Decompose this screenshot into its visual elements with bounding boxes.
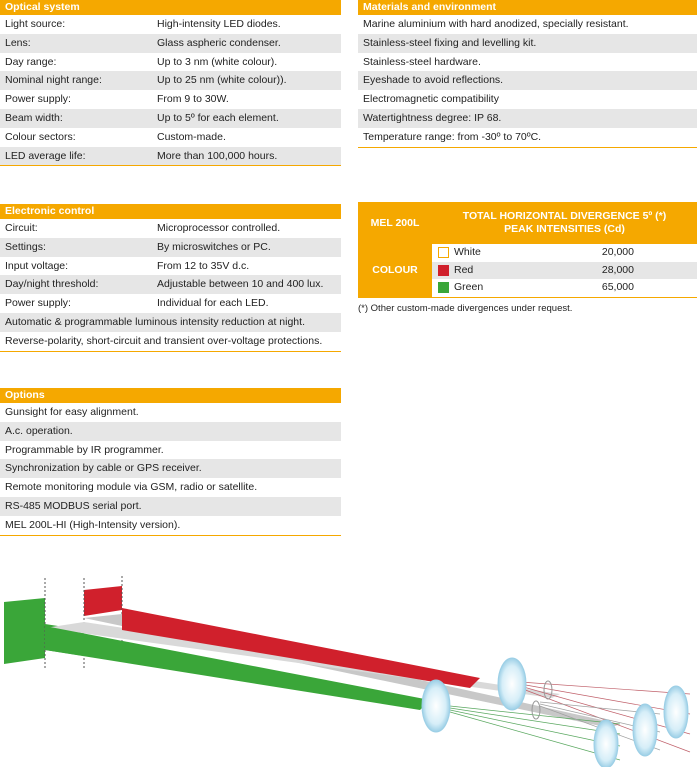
optical-system-header: Optical system [0, 0, 341, 15]
spec-text: Automatic & programmable luminous intensity reduction at night. [5, 315, 305, 328]
table-row [358, 15, 697, 34]
options-header: Options [0, 388, 341, 403]
electronic-control-table [0, 204, 341, 352]
spec-key: Input voltage: [5, 259, 69, 272]
spec-text: Programmable by IR programmer. [5, 443, 164, 456]
spec-text: Gunsight for easy alignment. [5, 406, 139, 418]
table-row [358, 34, 697, 53]
spec-text: Synchronization by cable or GPS receiver. [5, 462, 202, 475]
spec-value: Adjustable between 10 and 400 lux. [157, 278, 324, 291]
spec-value: From 9 to 30W. [157, 93, 229, 106]
lens-icon [633, 704, 657, 756]
table-row [0, 15, 341, 34]
spec-text: Stainless-steel hardware. [363, 55, 481, 68]
beam-illustration [0, 574, 700, 767]
table-row [0, 53, 341, 72]
table-row [0, 441, 341, 460]
materials-table [358, 0, 697, 148]
table-row [358, 90, 697, 109]
model-label: MEL 200L [370, 217, 420, 229]
divergence-note: (*) Other custom-made divergences under request. [358, 303, 573, 314]
spec-key: Power supply: [5, 297, 71, 310]
spec-key: Lens: [5, 36, 31, 49]
optical-system-table [0, 0, 341, 166]
intensity-value: 28,000 [601, 263, 634, 276]
table-row [358, 71, 697, 90]
table-row [0, 238, 341, 257]
table-row [0, 422, 341, 441]
table-row [0, 275, 341, 294]
spec-key: Colour sectors: [5, 130, 76, 143]
spec-key: Day range: [5, 55, 57, 68]
spec-value: From 12 to 35V d.c. [157, 259, 250, 272]
spec-value: Individual for each LED. [157, 297, 269, 310]
divergence-title-line1: TOTAL HORIZONTAL DIVERGENCE 5º (*) [462, 210, 667, 222]
spec-value: Up to 3 nm (white colour). [157, 55, 278, 68]
spec-key: Beam width: [5, 111, 63, 124]
colour-name: White [454, 246, 481, 258]
spec-text: Watertightness degree: IP 68. [363, 111, 502, 124]
materials-header: Materials and environment [358, 0, 697, 15]
table-row [0, 219, 341, 238]
divergence-table [358, 202, 697, 298]
spec-text: RS-485 MODBUS serial port. [5, 499, 142, 512]
table-row [0, 257, 341, 276]
table-row [0, 147, 341, 166]
spec-text: Temperature range: from -30º to 70ºC. [363, 130, 542, 143]
table-row [0, 294, 341, 313]
table-row [0, 34, 341, 53]
table-row [0, 516, 341, 535]
table-row [0, 71, 341, 90]
divergence-header [358, 202, 697, 244]
spec-value: Microprocessor controlled. [157, 222, 281, 234]
divergence-title-line2: PEAK INTENSITIES (Cd) [504, 223, 625, 235]
spec-key: Light source: [5, 18, 66, 30]
spec-value: Custom-made. [157, 130, 226, 143]
spec-key: Day/night threshold: [5, 278, 99, 291]
red-sector-panel [84, 586, 122, 616]
table-row [0, 313, 341, 332]
colour-name: Red [454, 263, 474, 276]
colour-label: COLOUR [358, 244, 432, 297]
spec-key: LED average life: [5, 149, 86, 162]
green-sector-panel [4, 598, 45, 664]
table-row [0, 109, 341, 128]
intensity-value: 20,000 [601, 246, 634, 258]
spec-text: Eyeshade to avoid reflections. [363, 74, 504, 87]
lens-icon [664, 686, 688, 738]
spec-value: High-intensity LED diodes. [157, 18, 281, 30]
red-swatch-icon [438, 265, 449, 276]
table-row [0, 128, 341, 147]
table-row [0, 497, 341, 516]
table-row [358, 109, 697, 128]
table-row [432, 262, 697, 280]
spec-value: By microswitches or PC. [157, 240, 271, 253]
options-table [0, 388, 341, 536]
spec-text: Reverse-polarity, short-circuit and transient over-voltage protections. [5, 334, 323, 347]
table-row [0, 332, 341, 351]
table-row [358, 128, 697, 147]
spec-text: Stainless-steel fixing and levelling kit. [363, 36, 537, 49]
table-row [432, 244, 697, 262]
lens-icon [594, 720, 618, 767]
intensity-value: 65,000 [601, 281, 634, 293]
table-row [0, 478, 341, 497]
colour-rows [432, 244, 697, 297]
divergence-body [358, 244, 697, 298]
spec-key: Nominal night range: [5, 74, 102, 87]
table-row [0, 90, 341, 109]
table-row [0, 459, 341, 478]
spec-value: Glass aspheric condenser. [157, 36, 281, 49]
table-row [432, 279, 697, 297]
table-row [0, 403, 341, 422]
spec-value: Up to 5º for each element. [157, 111, 279, 124]
spec-key: Settings: [5, 240, 46, 253]
spec-text: A.c. operation. [5, 424, 73, 437]
electronic-control-header: Electronic control [0, 204, 341, 219]
green-swatch-icon [438, 282, 449, 293]
lens-icon [498, 658, 526, 710]
colour-name: Green [454, 281, 484, 293]
spec-value: Up to 25 nm (white colour)). [157, 74, 287, 87]
spec-text: Marine aluminium with hard anodized, specially resistant. [363, 18, 629, 30]
spec-key: Power supply: [5, 93, 71, 106]
table-row [358, 53, 697, 72]
spec-text: MEL 200L-HI (High-Intensity version). [5, 518, 181, 531]
spec-text: Remote monitoring module via GSM, radio or satellite. [5, 481, 258, 494]
spec-text: Electromagnetic compatibility [363, 93, 499, 106]
white-swatch-icon [438, 247, 449, 258]
lens-icon [422, 680, 450, 732]
spec-value: More than 100,000 hours. [157, 149, 278, 162]
divergence-title [432, 202, 697, 244]
spec-key: Circuit: [5, 222, 38, 234]
